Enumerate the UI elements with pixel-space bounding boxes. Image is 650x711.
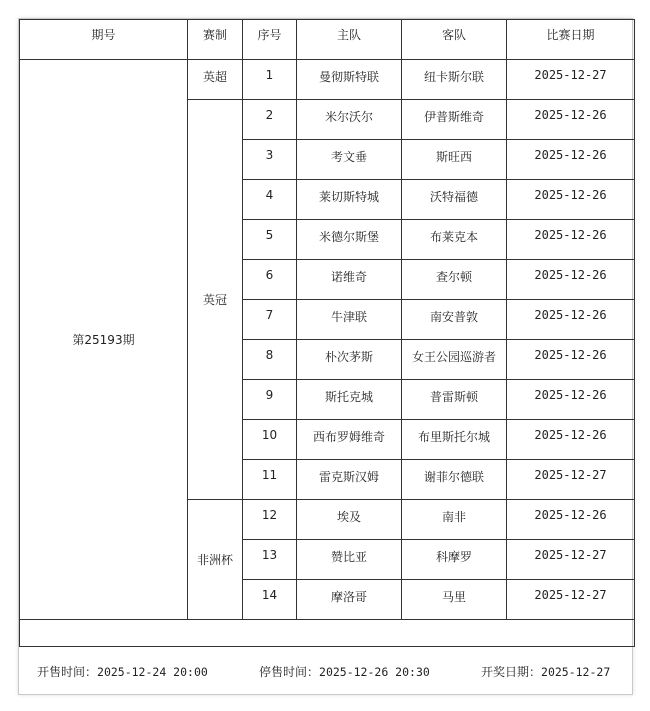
match-date-cell: 2025-12-26 <box>507 260 635 300</box>
match-date-cell: 2025-12-27 <box>507 580 635 620</box>
match-date-cell: 2025-12-26 <box>507 500 635 540</box>
header-period: 期号 <box>20 20 188 60</box>
home-team-cell: 雷克斯汉姆 <box>297 460 402 500</box>
table-row <box>20 60 635 100</box>
away-team-cell: 马里 <box>402 580 507 620</box>
home-team-cell: 斯托克城 <box>297 380 402 420</box>
away-team-cell: 沃特福德 <box>402 180 507 220</box>
away-team-cell: 南非 <box>402 500 507 540</box>
index-cell: 6 <box>243 260 297 300</box>
match-date-cell: 2025-12-26 <box>507 220 635 260</box>
away-team-cell: 纽卡斯尔联 <box>402 60 507 100</box>
home-team-cell: 朴次茅斯 <box>297 340 402 380</box>
header-away: 客队 <box>402 20 507 60</box>
match-date-cell: 2025-12-26 <box>507 140 635 180</box>
header-date: 比赛日期 <box>507 20 635 60</box>
league-cell: 英超 <box>188 60 243 100</box>
header-league: 赛制 <box>188 20 243 60</box>
match-date-cell: 2025-12-26 <box>507 420 635 460</box>
spacer-cell <box>20 620 635 647</box>
match-date-cell: 2025-12-27 <box>507 60 635 100</box>
away-team-cell: 普雷斯顿 <box>402 380 507 420</box>
away-team-cell: 布里斯托尔城 <box>402 420 507 460</box>
away-team-cell: 南安普敦 <box>402 300 507 340</box>
away-team-cell: 女王公园巡游者 <box>402 340 507 380</box>
match-date-cell: 2025-12-27 <box>507 460 635 500</box>
home-team-cell: 米德尔斯堡 <box>297 220 402 260</box>
home-team-cell: 诺维奇 <box>297 260 402 300</box>
spacer-row <box>20 620 635 647</box>
index-cell: 14 <box>243 580 297 620</box>
match-date-cell: 2025-12-26 <box>507 100 635 140</box>
home-team-cell: 埃及 <box>297 500 402 540</box>
draw-date-label: 开奖日期： <box>481 665 542 679</box>
index-cell: 1 <box>243 60 297 100</box>
index-cell: 10 <box>243 420 297 460</box>
home-team-cell: 米尔沃尔 <box>297 100 402 140</box>
away-team-cell: 查尔顿 <box>402 260 507 300</box>
league-cell: 英冠 <box>188 100 243 500</box>
match-date-cell: 2025-12-26 <box>507 340 635 380</box>
home-team-cell: 西布罗姆维奇 <box>297 420 402 460</box>
sale-stop-value: 2025-12-26 20:30 <box>319 665 430 679</box>
index-cell: 2 <box>243 100 297 140</box>
index-cell: 8 <box>243 340 297 380</box>
sale-start <box>37 663 208 680</box>
away-team-cell: 布莱克本 <box>402 220 507 260</box>
home-team-cell: 摩洛哥 <box>297 580 402 620</box>
index-cell: 5 <box>243 220 297 260</box>
away-team-cell: 谢菲尔德联 <box>402 460 507 500</box>
schedule-table <box>19 19 635 647</box>
header-index: 序号 <box>243 20 297 60</box>
header-home: 主队 <box>297 20 402 60</box>
away-team-cell: 科摩罗 <box>402 540 507 580</box>
index-cell: 12 <box>243 500 297 540</box>
match-date-cell: 2025-12-26 <box>507 180 635 220</box>
sale-start-value: 2025-12-24 20:00 <box>97 665 208 679</box>
index-cell: 9 <box>243 380 297 420</box>
home-team-cell: 曼彻斯特联 <box>297 60 402 100</box>
sale-info-footer <box>19 656 634 694</box>
schedule-sheet <box>18 18 633 695</box>
draw-date <box>481 663 610 680</box>
league-cell: 非洲杯 <box>188 500 243 620</box>
sale-stop <box>259 663 430 680</box>
away-team-cell: 斯旺西 <box>402 140 507 180</box>
table-header-row <box>20 20 635 60</box>
match-date-cell: 2025-12-26 <box>507 300 635 340</box>
index-cell: 4 <box>243 180 297 220</box>
away-team-cell: 伊普斯维奇 <box>402 100 507 140</box>
sale-start-label: 开售时间： <box>37 665 98 679</box>
period-cell: 第25193期 <box>20 60 188 620</box>
home-team-cell: 赞比亚 <box>297 540 402 580</box>
match-date-cell: 2025-12-26 <box>507 380 635 420</box>
home-team-cell: 考文垂 <box>297 140 402 180</box>
draw-date-value: 2025-12-27 <box>541 665 611 679</box>
match-date-cell: 2025-12-27 <box>507 540 635 580</box>
home-team-cell: 莱切斯特城 <box>297 180 402 220</box>
index-cell: 7 <box>243 300 297 340</box>
index-cell: 11 <box>243 460 297 500</box>
sale-stop-label: 停售时间： <box>259 665 320 679</box>
index-cell: 13 <box>243 540 297 580</box>
home-team-cell: 牛津联 <box>297 300 402 340</box>
index-cell: 3 <box>243 140 297 180</box>
